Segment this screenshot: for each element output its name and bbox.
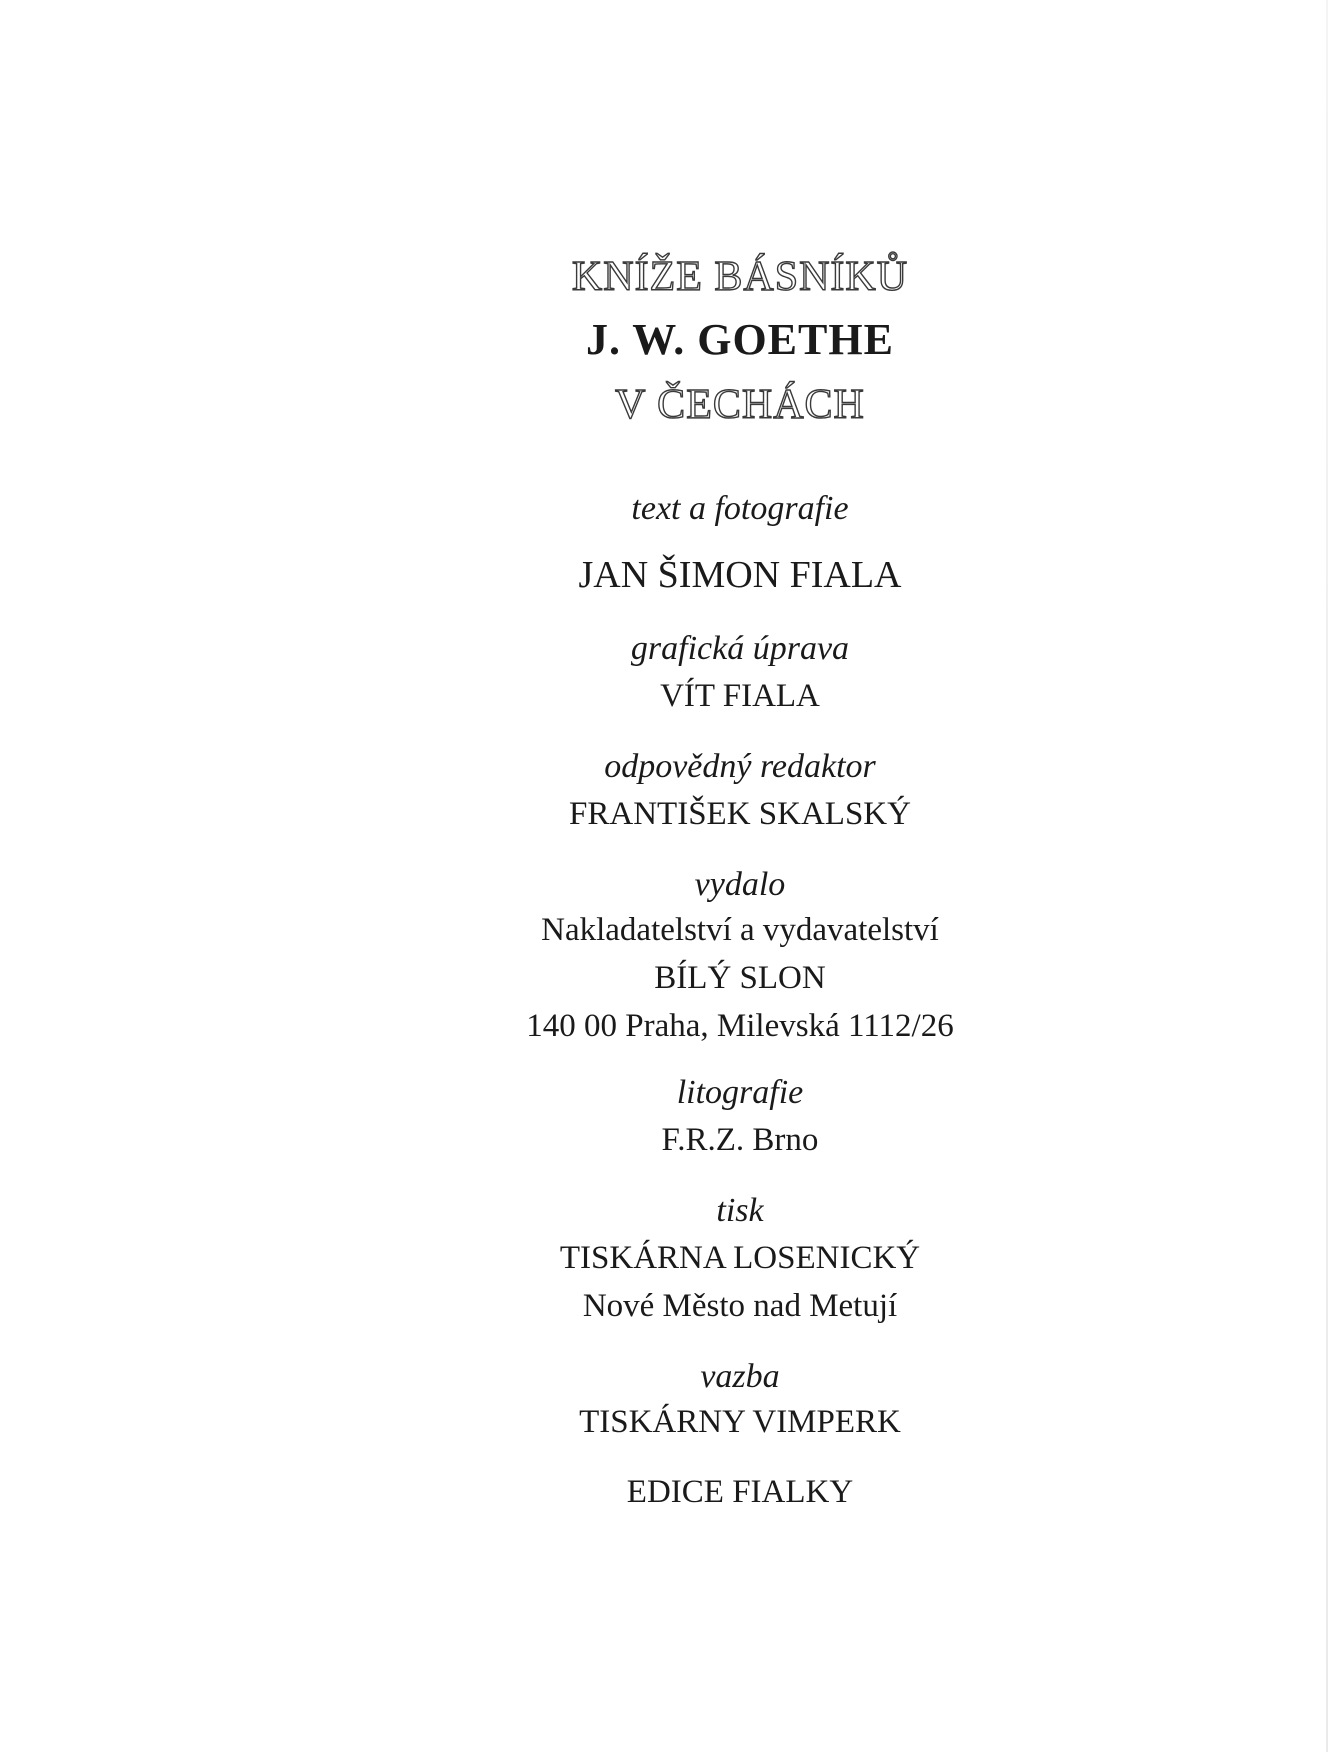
publisher-line-2: BÍLÝ SLON: [654, 960, 826, 996]
litho-name: F.R.Z. Brno: [661, 1122, 819, 1158]
series-name: EDICE FIALKY: [626, 1474, 854, 1510]
design-label: grafická úprava: [630, 630, 850, 667]
publisher-address: 140 00 Praha, Milevská 1112/26: [526, 1008, 954, 1044]
binder-name: TISKÁRNY VIMPERK: [579, 1404, 901, 1440]
binding-label: vazba: [700, 1358, 780, 1395]
printer-line-1: TISKÁRNA LOSENICKÝ: [559, 1240, 921, 1276]
publisher-line-1: Nakladatelství a vydavatelství: [541, 912, 939, 948]
publisher-label: vydalo: [694, 866, 786, 903]
litho-label: litografie: [676, 1074, 804, 1111]
printer-line-2: Nové Město nad Metují: [582, 1288, 898, 1324]
designer-name: VÍT FIALA: [660, 678, 820, 714]
title-line-2: J. W. GOETHE: [586, 315, 894, 364]
text-photo-label: text a fotografie: [631, 490, 849, 527]
editor-label: odpovědný redaktor: [604, 748, 876, 785]
title-line-3: V ČECHÁCH: [615, 382, 865, 428]
author-name: JAN ŠIMON FIALA: [578, 554, 902, 596]
title-line-1: KNÍŽE BÁSNÍKŮ: [571, 254, 909, 300]
editor-name: FRANTIŠEK SKALSKÝ: [569, 796, 911, 832]
print-label: tisk: [716, 1192, 764, 1229]
